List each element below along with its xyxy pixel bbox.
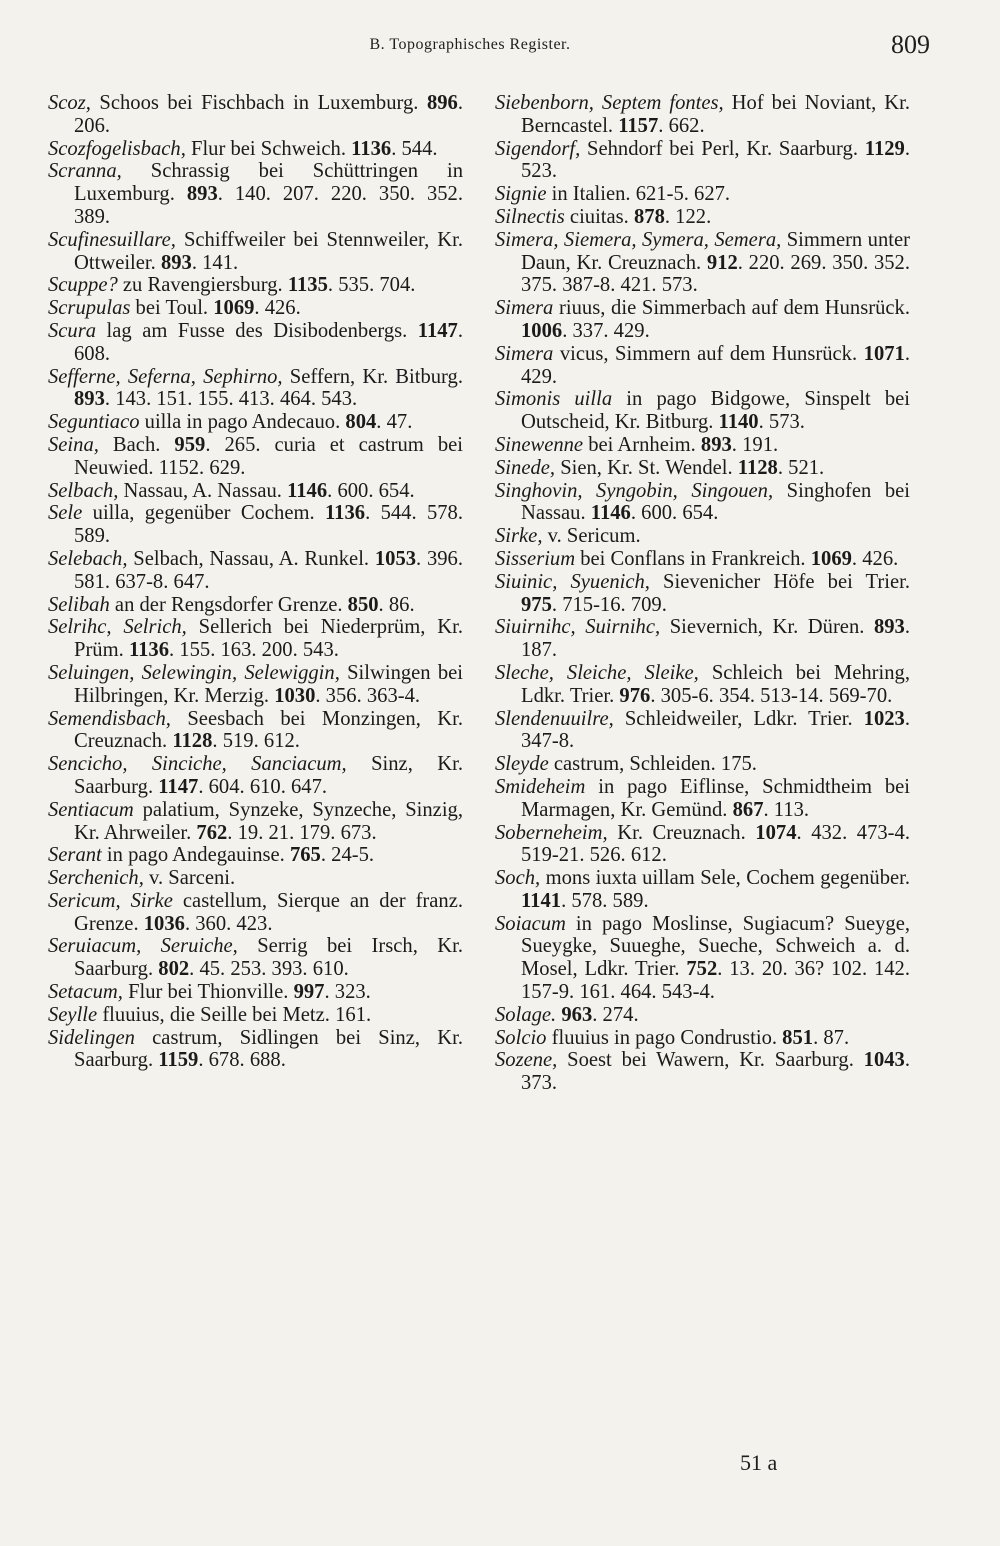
entry-references: . 426. <box>851 547 899 570</box>
entry-references: . 122. <box>664 205 712 228</box>
entry-text: v. Sericum. <box>542 525 641 548</box>
entry-year: 867 <box>732 798 764 821</box>
entry-name: Soiacum <box>495 912 566 935</box>
register-entry <box>48 229 463 275</box>
register-entry <box>495 913 910 1004</box>
entry-year: 1006 <box>521 319 563 342</box>
entry-text: castrum, Sidlingen bei Sinz, Kr. Saarburg. <box>74 1026 463 1072</box>
register-entry <box>495 1004 910 1027</box>
entry-name: Solage. <box>495 1003 557 1026</box>
register-entry <box>48 890 463 936</box>
entry-references: . 356. 363-4. <box>315 684 421 707</box>
register-entry <box>495 822 910 868</box>
entry-references: . 662. <box>658 114 705 137</box>
entry-references: . 87. <box>813 1026 850 1049</box>
register-entry <box>48 502 463 548</box>
entry-text: uilla in pago Andecauo. <box>139 411 346 434</box>
entry-name: Signie <box>495 183 547 206</box>
entry-references: . 337. 429. <box>562 319 650 342</box>
entry-year: 850 <box>347 593 379 616</box>
register-entry <box>495 571 910 617</box>
entry-references: . 429. <box>521 342 910 388</box>
register-entry <box>48 297 463 320</box>
register-entry <box>48 480 463 503</box>
entry-year: 893 <box>74 388 105 411</box>
entry-text: Singhofen bei Nassau. <box>521 479 910 525</box>
entry-name: Scuppe? <box>48 274 118 297</box>
entry-text: Sellerich bei Niederprüm, Kr. Prüm. <box>74 616 463 662</box>
entry-text: Silwingen bei Hilbringen, Kr. Merzig. <box>74 661 463 707</box>
entry-name: Smideheim <box>495 775 586 798</box>
entry-year: 804 <box>345 411 377 434</box>
entry-name: Seluingen, Selewingin, Selewiggin, <box>48 661 340 684</box>
entry-name: Selbach, <box>48 479 119 502</box>
entry-references: . 600. 654. <box>327 479 415 502</box>
register-entry <box>48 753 463 799</box>
entry-text: Sinz, Kr. Saarburg. <box>74 753 463 798</box>
entry-text: an der Rengsdorfer Grenze. <box>109 593 348 616</box>
entry-text: Simmern unter Daun, Kr. Creuznach. <box>521 228 910 274</box>
entry-name: Sefferne, Seferna, Sephirno, <box>48 365 283 388</box>
entry-name: Siebenborn, Septem fontes, <box>495 92 724 114</box>
entry-year: 1036 <box>143 912 185 935</box>
entry-references: . 140. 207. 220. 350. 352. 389. <box>74 183 463 228</box>
entry-name: Selebach, <box>48 547 128 570</box>
entry-references: . 47. <box>376 411 413 434</box>
register-entry <box>48 799 463 845</box>
entry-year: 975 <box>521 593 552 616</box>
entry-name: Seina, <box>48 433 99 456</box>
register-entry <box>48 594 463 617</box>
entry-name: Sentiacum <box>48 798 134 821</box>
entry-name: Seruiacum, Seruiche, <box>48 935 238 958</box>
entry-year: 1136 <box>351 137 392 160</box>
entry-name: Sele <box>48 502 83 525</box>
entry-references: . 535. 704. <box>327 274 416 297</box>
entry-name: Simera <box>495 297 554 320</box>
entry-references: . 544. <box>391 137 438 160</box>
register-entry <box>495 138 910 184</box>
entry-name: Siuirnihc, Suirnihc, <box>495 616 661 639</box>
entry-year: 1128 <box>172 730 213 753</box>
entry-references: . 13. 20. 36? 102. 142. 157-9. 161. 464. 543-4. <box>521 958 910 1004</box>
register-entry <box>495 388 910 434</box>
entry-text: uilla, gegenüber Cochem. <box>82 502 326 525</box>
entry-references: . 678. 688. <box>198 1049 286 1072</box>
register-entry <box>495 616 910 662</box>
register-entry <box>495 206 910 229</box>
entry-year: 1030 <box>274 684 316 707</box>
entry-name: Sencicho, Sinciche, Sanciacum, <box>48 753 347 776</box>
register-entry <box>495 525 910 548</box>
running-head: B. Topographisches Register. <box>369 36 571 53</box>
entry-text: Sien, Kr. St. Wendel. <box>555 456 738 479</box>
register-entry <box>48 160 463 228</box>
register-entry <box>48 1027 463 1073</box>
entry-year: 1146 <box>287 479 328 502</box>
entry-year: 1043 <box>863 1049 905 1072</box>
entry-year: 1074 <box>755 821 797 844</box>
entry-name: Scoz, <box>48 92 91 114</box>
register-entry <box>495 297 910 343</box>
register-entry <box>495 343 910 389</box>
entry-name: Sisserium <box>495 547 576 570</box>
entry-text: castrum, Schleiden. 175. <box>548 753 757 776</box>
entry-references: . 265. curia et castrum bei Neuwied. 1152. 629. <box>74 433 463 479</box>
entry-references: . 141. <box>191 251 239 274</box>
entry-text: in pago Andegauinse. <box>101 844 290 867</box>
entry-year: 1069 <box>810 547 852 570</box>
entry-text: Schleich bei Mehring, Ldkr. Trier. <box>521 661 910 707</box>
entry-text: Schleidweiler, Ldkr. Trier. <box>613 707 864 730</box>
entry-year: 997 <box>293 981 325 1004</box>
entry-references: . 86. <box>378 593 415 616</box>
entry-name: Sigendorf, <box>495 137 581 160</box>
entry-name: Sirke, <box>495 525 543 548</box>
register-entry <box>495 776 910 822</box>
entry-name: Soberneheim, <box>495 821 608 844</box>
entry-references: . 24-5. <box>320 844 375 867</box>
register-entry <box>495 753 910 776</box>
entry-references: . 573. <box>758 411 805 434</box>
entry-references: . 360. 423. <box>184 912 273 935</box>
entry-references: . 396. 581. 637-8. 647. <box>74 547 463 593</box>
register-entry <box>495 92 910 138</box>
entry-year: 878 <box>633 205 665 228</box>
entry-name: Setacum, <box>48 981 123 1004</box>
entry-year: 1071 <box>863 342 905 365</box>
entry-text: riuus, die Simmerbach auf dem Hunsrück. <box>553 297 910 320</box>
entry-text: fluuius in pago Condrustio. <box>546 1026 783 1049</box>
entry-name: Siuinic, Syuenich, <box>495 570 650 593</box>
entry-text: lag am Fusse des Disibodenbergs. <box>96 319 418 342</box>
entry-text: Hof bei Noviant, Kr. Berncastel. <box>521 92 910 137</box>
entry-name: Scufinesuillare, <box>48 228 176 251</box>
page-number: 809 <box>891 30 930 59</box>
entry-text: Seffern, Kr. Bitburg. <box>282 365 463 388</box>
page-header <box>40 30 930 66</box>
register-entry <box>48 92 463 138</box>
entry-text: Flur bei Schweich. <box>185 137 352 160</box>
register-entry <box>48 1004 463 1027</box>
register-entry <box>48 708 463 754</box>
entry-year: 976 <box>619 684 651 707</box>
entry-name: Sleyde <box>495 753 549 776</box>
register-entry <box>48 616 463 662</box>
entry-year: 752 <box>686 958 718 981</box>
register-entry <box>495 183 910 206</box>
register-entry <box>495 548 910 571</box>
entry-text: castellum, Sierque an der franz. Grenze. <box>74 889 464 935</box>
entry-name: Serchenich, <box>48 867 144 890</box>
entry-name: Semendisbach, <box>48 707 171 730</box>
entry-year: 893 <box>873 616 905 639</box>
entry-year: 893 <box>186 183 218 206</box>
entry-references: . 347-8. <box>521 707 910 753</box>
entry-text: Sievernich, Kr. Düren. <box>660 616 874 639</box>
entry-references: . 521. <box>777 456 825 479</box>
entry-references: . 143. 151. 155. 413. 464. 543. <box>104 388 358 411</box>
entry-text: Schrassig bei Schüttringen in Luxemburg. <box>74 160 463 206</box>
register-entry <box>495 867 910 913</box>
entry-name: Sleche, Sleiche, Sleike, <box>495 661 699 684</box>
entry-year: 851 <box>782 1026 814 1049</box>
entry-references: . 544. 578. 589. <box>74 502 464 548</box>
entry-references: . 608. <box>74 319 463 365</box>
entry-year: 1053 <box>374 547 417 570</box>
entry-text: Schoos bei Fischbach in Luxemburg. <box>90 92 427 114</box>
entry-name: Serant <box>48 844 102 867</box>
register-entry <box>48 138 463 161</box>
entry-references: . 323. <box>324 981 371 1004</box>
entry-year: 1136 <box>325 502 366 525</box>
entry-name: Scranna, <box>48 160 122 183</box>
entry-text: zu Ravengiersburg. <box>117 274 288 297</box>
register-entry <box>495 1027 910 1050</box>
entry-year: 1146 <box>590 502 631 525</box>
entry-name: Sinewenne <box>495 433 584 456</box>
entry-references: . 523. <box>521 137 910 183</box>
entry-text: v. Sarceni. <box>143 867 236 890</box>
register-entry <box>48 411 463 434</box>
entry-year: 1157 <box>618 114 659 137</box>
entry-text: in pago Moslinse, Sugiacum? Sueyge, Sueygke, Suueghe, Sueche, Schweich a. d. Mosel, Ldkr. Trier. <box>521 912 910 981</box>
entry-year: 762 <box>196 821 228 844</box>
entry-year: 1135 <box>287 274 328 297</box>
entry-text: ciuitas. <box>564 205 634 228</box>
entry-year: 1023 <box>863 707 905 730</box>
entry-references: . 715-16. 709. <box>551 593 667 616</box>
entry-references: . 600. 654. <box>630 502 719 525</box>
entry-name: Simera <box>495 342 554 365</box>
entry-text: Soest bei Wawern, Kr. Saarburg. <box>557 1049 864 1072</box>
entry-name: Seylle <box>48 1003 98 1026</box>
entry-year: 963 <box>561 1003 593 1026</box>
entry-text: palatium, Synzeke, Synzeche, Sinzig, Kr. Ahrweiler. <box>74 798 463 844</box>
register-entry <box>48 320 463 366</box>
entry-year: 1147 <box>158 775 199 798</box>
register-entry <box>48 274 463 297</box>
entry-name: Sozene, <box>495 1049 558 1072</box>
register-entry <box>48 366 463 412</box>
entry-text: Sievenicher Höfe bei Trier. <box>649 570 910 593</box>
register-entry <box>48 867 463 890</box>
printer-signature: 51 a <box>740 1450 778 1475</box>
register-entry <box>48 935 463 981</box>
entry-text: Sehndorf bei Perl, Kr. Saarburg. <box>580 137 865 160</box>
entry-name: Singhovin, Syngobin, Singouen, <box>495 479 774 502</box>
entry-text: bei Toul. <box>130 297 214 320</box>
entry-year: 959 <box>174 433 206 456</box>
register-entry <box>48 844 463 867</box>
entry-name: Sidelingen <box>48 1026 135 1049</box>
entry-references: . 604. 610. 647. <box>198 775 328 798</box>
register-entry <box>495 708 910 754</box>
register-entry <box>48 434 463 480</box>
register-entry <box>48 981 463 1004</box>
entry-text: Kr. Creuznach. <box>607 821 756 844</box>
entry-year: 1159 <box>158 1049 199 1072</box>
entry-text: Bach. <box>98 433 175 456</box>
entry-references: . 191. <box>731 433 779 456</box>
entry-text: Seesbach bei Monzingen, Kr. Creuznach. <box>74 707 463 753</box>
entry-year: 893 <box>160 251 192 274</box>
entry-text: vicus, Simmern auf dem Hunsrück. <box>553 342 864 365</box>
entry-year: 765 <box>289 844 321 867</box>
entry-text: Selbach, Nassau, A. Runkel. <box>127 547 375 570</box>
entry-name: Soch, <box>495 867 541 890</box>
register-entry <box>48 662 463 708</box>
entry-name: Simonis uilla <box>495 388 613 411</box>
entry-year: 1140 <box>718 411 759 434</box>
entry-text: Serrig bei Irsch, Kr. Saarburg. <box>74 935 463 981</box>
entry-text: bei Arnheim. <box>583 433 701 456</box>
entry-year: 912 <box>706 251 738 274</box>
entry-name: Seguntiaco <box>48 411 140 434</box>
entry-name: Sericum, Sirke <box>48 889 173 912</box>
register-entry <box>495 1049 910 1095</box>
entry-references: . 206. <box>74 92 463 137</box>
entry-references: . 19. 21. 179. 673. <box>227 821 377 844</box>
entry-references: . 45. 253. 393. 610. <box>189 958 349 981</box>
register-entry <box>495 480 910 526</box>
entry-name: Slendenuuilre, <box>495 707 614 730</box>
entry-year: 1129 <box>864 137 905 160</box>
entry-year: 1147 <box>417 319 458 342</box>
entry-references: . 220. 269. 350. 352. 375. 387-8. 421. 573. <box>521 251 911 297</box>
entry-references: . 373. <box>521 1049 910 1095</box>
entry-name: Scozfogelisbach, <box>48 137 186 160</box>
entry-text: in pago Bidgowe, Sinspelt bei Outscheid, Kr. Bitburg. <box>521 388 910 434</box>
entry-year: 1141 <box>521 889 562 912</box>
register-entry <box>48 548 463 594</box>
entry-name: Selrihc, Selrich, <box>48 616 187 639</box>
entry-year: 1128 <box>737 456 778 479</box>
entry-text: bei Conflans in Frankreich. <box>575 547 811 570</box>
entry-text: mons iuxta uillam Sele, Cochem gegenüber. <box>540 867 910 890</box>
entry-references: . 426. <box>254 297 301 320</box>
entry-text: in Italien. 621-5. 627. <box>546 183 731 206</box>
entry-name: Selibah <box>48 593 110 616</box>
entry-references: . 274. <box>592 1003 639 1026</box>
entry-references: . 305-6. 354. 513-14. 569-70. <box>650 684 893 707</box>
entry-year: 1069 <box>213 297 255 320</box>
entry-name: Solcio <box>495 1026 547 1049</box>
entry-references: . 113. <box>763 798 810 821</box>
entry-year: 896 <box>426 92 458 114</box>
entry-references: . 432. 473-4. 519-21. 526. 612. <box>521 821 910 867</box>
entry-text: Flur bei Thionville. <box>122 981 294 1004</box>
entry-name: Scrupulas <box>48 297 131 320</box>
register-entry <box>495 457 910 480</box>
register-entry <box>495 434 910 457</box>
entry-year: 802 <box>158 958 190 981</box>
entry-name: Simera, Siemera, Symera, Semera, <box>495 228 782 251</box>
register-entry <box>495 229 910 297</box>
right-column <box>495 92 910 1095</box>
entry-references: . 519. 612. <box>212 730 300 753</box>
entry-name: Silnectis <box>495 205 565 228</box>
entry-references: . 187. <box>521 616 910 662</box>
entry-text: in pago Eiflinse, Schmidtheim bei Marmagen, Kr. Gemünd. <box>521 775 910 821</box>
register-entry <box>495 662 910 708</box>
entry-references: . 578. 589. <box>561 889 649 912</box>
entry-text: Schiffweiler bei Stennweiler, Kr. Ottweiler. <box>74 228 463 274</box>
entry-text: fluuius, die Seille bei Metz. 161. <box>97 1003 372 1026</box>
entry-text: Nassau, A. Nassau. <box>118 479 288 502</box>
left-column <box>48 92 463 1072</box>
entry-references: . 155. 163. 200. 543. <box>169 639 339 662</box>
entry-name: Sinede, <box>495 456 556 479</box>
entry-name: Scura <box>48 319 97 342</box>
entry-year: 1136 <box>128 639 169 662</box>
entry-year: 893 <box>700 433 732 456</box>
